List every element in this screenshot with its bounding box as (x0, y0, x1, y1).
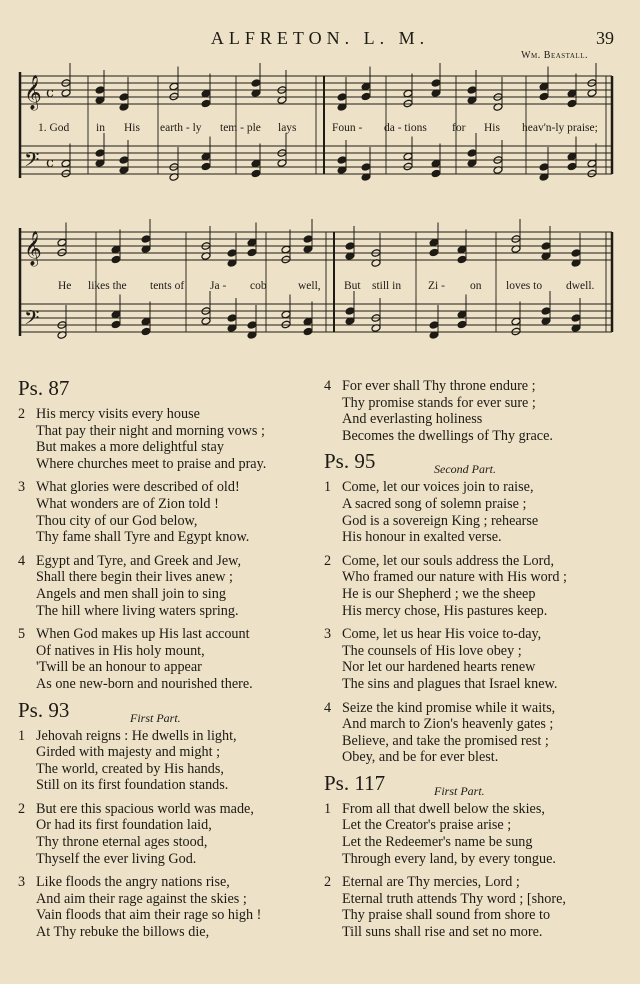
verse-line: Obey, and be for ever blest. (342, 749, 499, 766)
svg-text:𝄞: 𝄞 (24, 75, 42, 110)
stanza-number: 2 (18, 800, 26, 817)
lyric-syllable: still in (372, 280, 402, 292)
verse-line: From all that dwell below the skies, (342, 800, 545, 817)
note-head (61, 169, 71, 178)
verse-line: Shall there begin their lives anew ; (36, 569, 233, 586)
psalm-heading (324, 451, 624, 477)
stanza (18, 728, 318, 794)
stanza (18, 801, 318, 867)
svg-text:c: c (46, 85, 54, 101)
verse-line: Who framed our nature with His word ; (342, 569, 567, 586)
note-head (201, 162, 211, 171)
note-head (247, 248, 257, 257)
note-head (541, 242, 551, 251)
lyric-syllable: Foun - (332, 122, 363, 134)
verse-line: Egypt and Tyre, and Greek and Jew, (36, 552, 242, 569)
note-head (567, 99, 577, 108)
verse-line: But makes a more delightful stay (36, 439, 224, 456)
note-head (345, 307, 355, 316)
stanza (18, 553, 318, 619)
note-head (247, 321, 257, 330)
verse-line: And aim their rage against the skies ; (36, 890, 247, 907)
stanza (324, 479, 624, 545)
psalm-93-continued (324, 378, 624, 444)
right-column (324, 378, 624, 948)
note-head (111, 255, 121, 264)
lyric-syllable: cob (250, 280, 267, 292)
note-head (429, 248, 439, 257)
stanza-number: 3 (324, 626, 332, 643)
stanza-number: 4 (18, 552, 26, 569)
verse-line: The sins and plagues that Israel knew. (342, 675, 558, 692)
verse-line: Like floods the angry nations rise, (36, 874, 230, 891)
verse-line: The counsels of His love obey ; (342, 642, 522, 659)
note-head (119, 93, 129, 102)
note-head (539, 92, 549, 101)
note-head (281, 310, 291, 319)
stanza-number: 1 (324, 800, 332, 817)
psalm-heading (18, 697, 318, 726)
note-head (281, 245, 291, 254)
verse-line: Thou city of our God below, (36, 512, 198, 529)
note-head (429, 321, 439, 330)
note-head (303, 317, 313, 326)
composer-credit: Wm. Beastall. (521, 50, 588, 61)
stanza-number: 4 (324, 378, 332, 394)
verse-line: Vain floods that aim their rage so high ! (36, 907, 262, 924)
verse-line: Of natives in His holy mount, (36, 642, 205, 659)
svg-text:c: c (46, 155, 54, 171)
note-head (57, 238, 67, 247)
note-head (567, 162, 577, 171)
psalm-part: First Part. (130, 710, 181, 725)
verse-line: But ere this spacious world was made, (36, 800, 254, 817)
note-head (571, 314, 581, 323)
lyric-syllable: His (124, 122, 140, 134)
verse-line: God is a sovereign King ; rehearse (342, 512, 539, 529)
note-head (361, 92, 371, 101)
note-head (337, 156, 347, 165)
note-head (457, 320, 467, 329)
psalm-87-stanzas (18, 406, 318, 693)
lyric-syllable: likes the (88, 280, 127, 292)
svg-text:𝄢: 𝄢 (24, 306, 40, 334)
note-head (251, 159, 261, 168)
lyric-syllable: well, (298, 280, 321, 292)
verse-line: His honour in exalted verse. (342, 529, 502, 546)
verse-line: Eternal truth attends Thy word ; [shore, (342, 890, 566, 907)
note-head (571, 249, 581, 258)
music-score (16, 62, 626, 362)
note-head (119, 156, 129, 165)
left-column (18, 378, 318, 948)
note-head (141, 327, 151, 336)
lyric-syllable: Ja - (210, 280, 227, 292)
verse-line: Through every land, by every tongue. (342, 850, 556, 867)
stanza-number: 3 (18, 874, 26, 891)
verse-line: Eternal are Thy mercies, Lord ; (342, 874, 520, 891)
note-head (169, 82, 179, 91)
note-head (169, 92, 179, 101)
stanza (18, 406, 318, 472)
note-head (403, 89, 413, 98)
verse-line: Let the Creator's praise arise ; (342, 817, 512, 834)
verse-line: 'Twill be an honour to appear (36, 659, 202, 676)
note-head (567, 89, 577, 98)
verse-line: Seize the kind promise while it waits, (342, 699, 556, 716)
stanza (324, 553, 624, 619)
note-head (227, 249, 237, 258)
note-head (539, 163, 549, 172)
note-head (431, 159, 441, 168)
lyric-syllable: 1. God (38, 122, 70, 134)
psalm-number: Ps. 93 (18, 697, 70, 722)
lyric-syllable: da - tions (384, 122, 427, 134)
note-head (567, 152, 577, 161)
svg-text:𝄞: 𝄞 (24, 231, 42, 266)
verse-line: Angels and men shall join to sing (36, 585, 226, 602)
note-head (403, 152, 413, 161)
verse-line: Till suns shall rise and set no more. (342, 924, 543, 941)
note-head (251, 169, 261, 178)
psalm-part: First Part. (434, 783, 485, 798)
psalm-heading (18, 378, 318, 404)
verse-line: The world, created by His hands, (36, 760, 224, 777)
verse-line: Come, let our voices join to raise, (342, 479, 534, 496)
note-head (403, 99, 413, 108)
note-head (511, 327, 521, 336)
psalm-95-stanzas (324, 479, 624, 766)
lyric-syllable: tents of (150, 280, 185, 292)
note-head (587, 159, 597, 168)
svg-text:𝄢: 𝄢 (24, 148, 40, 176)
note-head (361, 163, 371, 172)
stanza-number: 5 (18, 626, 26, 643)
note-head (457, 255, 467, 264)
lyric-syllable: dwell. (566, 280, 595, 292)
verse-line: He is our Shepherd ; we the sheep (342, 585, 536, 602)
verse-line: When God makes up His last account (36, 626, 250, 643)
note-head (303, 235, 313, 244)
verse-line: Believe, and take the promised rest ; (342, 732, 549, 749)
verse-line: And everlasting holiness (342, 411, 483, 428)
note-head (95, 149, 105, 158)
note-head (403, 162, 413, 171)
stanza-number: 2 (18, 406, 26, 422)
stanza (324, 378, 624, 444)
note-head (457, 245, 467, 254)
note-head (361, 82, 371, 91)
verse-line: Thy praise shall sound from shore to (342, 907, 551, 924)
verse-line: His mercy visits every house (36, 406, 200, 422)
lyric-syllable: tem - ple (220, 122, 261, 134)
stanza (324, 801, 624, 867)
psalm-number: Ps. 87 (18, 376, 70, 400)
note-head (201, 99, 211, 108)
lyric-syllable: loves to (506, 280, 543, 292)
note-head (429, 238, 439, 247)
lyric-syllable: Zi - (428, 280, 445, 292)
lyric-syllable: His (484, 122, 500, 134)
note-head (457, 310, 467, 319)
lyric-syllable: in (96, 122, 105, 134)
stanza-number: 2 (324, 874, 332, 891)
verse-line: And march to Zion's heavenly gates ; (342, 716, 554, 733)
psalm-93-stanzas (18, 728, 318, 941)
note-head (281, 255, 291, 264)
note-head (431, 169, 441, 178)
verse-line: As one new-born and nourished there. (36, 675, 253, 692)
stanza-number: 2 (324, 552, 332, 569)
note-head (587, 169, 597, 178)
note-head (111, 320, 121, 329)
note-head (281, 320, 291, 329)
verse-line: A sacred song of solemn praise ; (342, 495, 527, 512)
verse-line: Where churches meet to praise and pray. (36, 455, 267, 472)
note-head (141, 235, 151, 244)
lyric-syllable: on (470, 280, 482, 292)
lyric-syllable: He (58, 280, 72, 292)
stanza (324, 874, 624, 940)
note-head (467, 86, 477, 95)
note-head (61, 159, 71, 168)
page-number: 39 (596, 28, 614, 48)
lyric-syllable: lays (278, 122, 297, 134)
note-head (303, 327, 313, 336)
verse-line: What wonders are of Zion told ! (36, 495, 219, 512)
verse-line: What glories were described of old! (36, 479, 240, 496)
stanza (18, 626, 318, 692)
psalm-part: Second Part. (434, 462, 496, 477)
verse-line: Thy fame shall Tyre and Egypt know. (36, 529, 250, 546)
note-head (511, 317, 521, 326)
note-head (337, 93, 347, 102)
psalm-117-stanzas (324, 801, 624, 941)
note-head (227, 314, 237, 323)
stanza-number: 1 (18, 727, 26, 744)
verse-line: Girded with majesty and might ; (36, 744, 221, 761)
stanza (18, 479, 318, 545)
verse-line: Jehovah reigns : He dwells in light, (36, 727, 237, 744)
stanza (324, 626, 624, 692)
stanza (18, 874, 318, 940)
lyric-syllable: But (344, 280, 361, 292)
note-head (467, 149, 477, 158)
psalm-number: Ps. 117 (324, 770, 386, 795)
verse-line: Thy promise stands for ever sure ; (342, 394, 536, 411)
verse-line: Thy throne eternal ages stood, (36, 834, 208, 851)
verse-line: Come, let us hear His voice to-day, (342, 626, 542, 643)
verse-line: Come, let our souls address the Lord, (342, 552, 554, 569)
stanza-number: 4 (324, 699, 332, 716)
verse-line: That pay their night and morning vows ; (36, 422, 265, 439)
stanza-number: 1 (324, 479, 332, 496)
note-head (539, 82, 549, 91)
note-head (541, 307, 551, 316)
verse-line: His mercy chose, His pastures keep. (342, 602, 548, 619)
stanza (324, 700, 624, 766)
note-head (95, 86, 105, 95)
lyric-syllable: for (452, 122, 466, 134)
lyrics-line-2 (0, 280, 640, 296)
note-head (201, 89, 211, 98)
lyric-syllable: heav'n-ly praise; (522, 122, 598, 134)
lyrics-line-1 (0, 122, 640, 138)
verse-line: Nor let our hardened hearts renew (342, 659, 536, 676)
note-head (111, 245, 121, 254)
note-head (251, 79, 261, 88)
verse-line: Thyself the ever living God. (36, 850, 197, 867)
verse-line: Or had its first foundation laid, (36, 817, 212, 834)
lyric-syllable: earth - ly (160, 122, 202, 134)
note-head (201, 152, 211, 161)
verse-line: At Thy rebuke the billows die, (36, 924, 210, 941)
stanza-number: 3 (18, 479, 26, 496)
verse-line: For ever shall Thy throne endure ; (342, 378, 536, 394)
note-head (431, 79, 441, 88)
verse-line: Let the Redeemer's name be sung (342, 834, 533, 851)
note-head (57, 248, 67, 257)
psalm-heading (324, 770, 624, 799)
verse-line: The hill where living waters spring. (36, 602, 239, 619)
note-head (247, 238, 257, 247)
tune-title: ALFRETON. L. M. (210, 28, 430, 48)
note-head (141, 317, 151, 326)
note-head (111, 310, 121, 319)
verse-line: Still on its first foundation stands. (36, 777, 229, 794)
psalm-number: Ps. 95 (324, 449, 376, 474)
verse-line: Becomes the dwellings of Thy grace. (342, 427, 553, 444)
note-head (345, 242, 355, 251)
